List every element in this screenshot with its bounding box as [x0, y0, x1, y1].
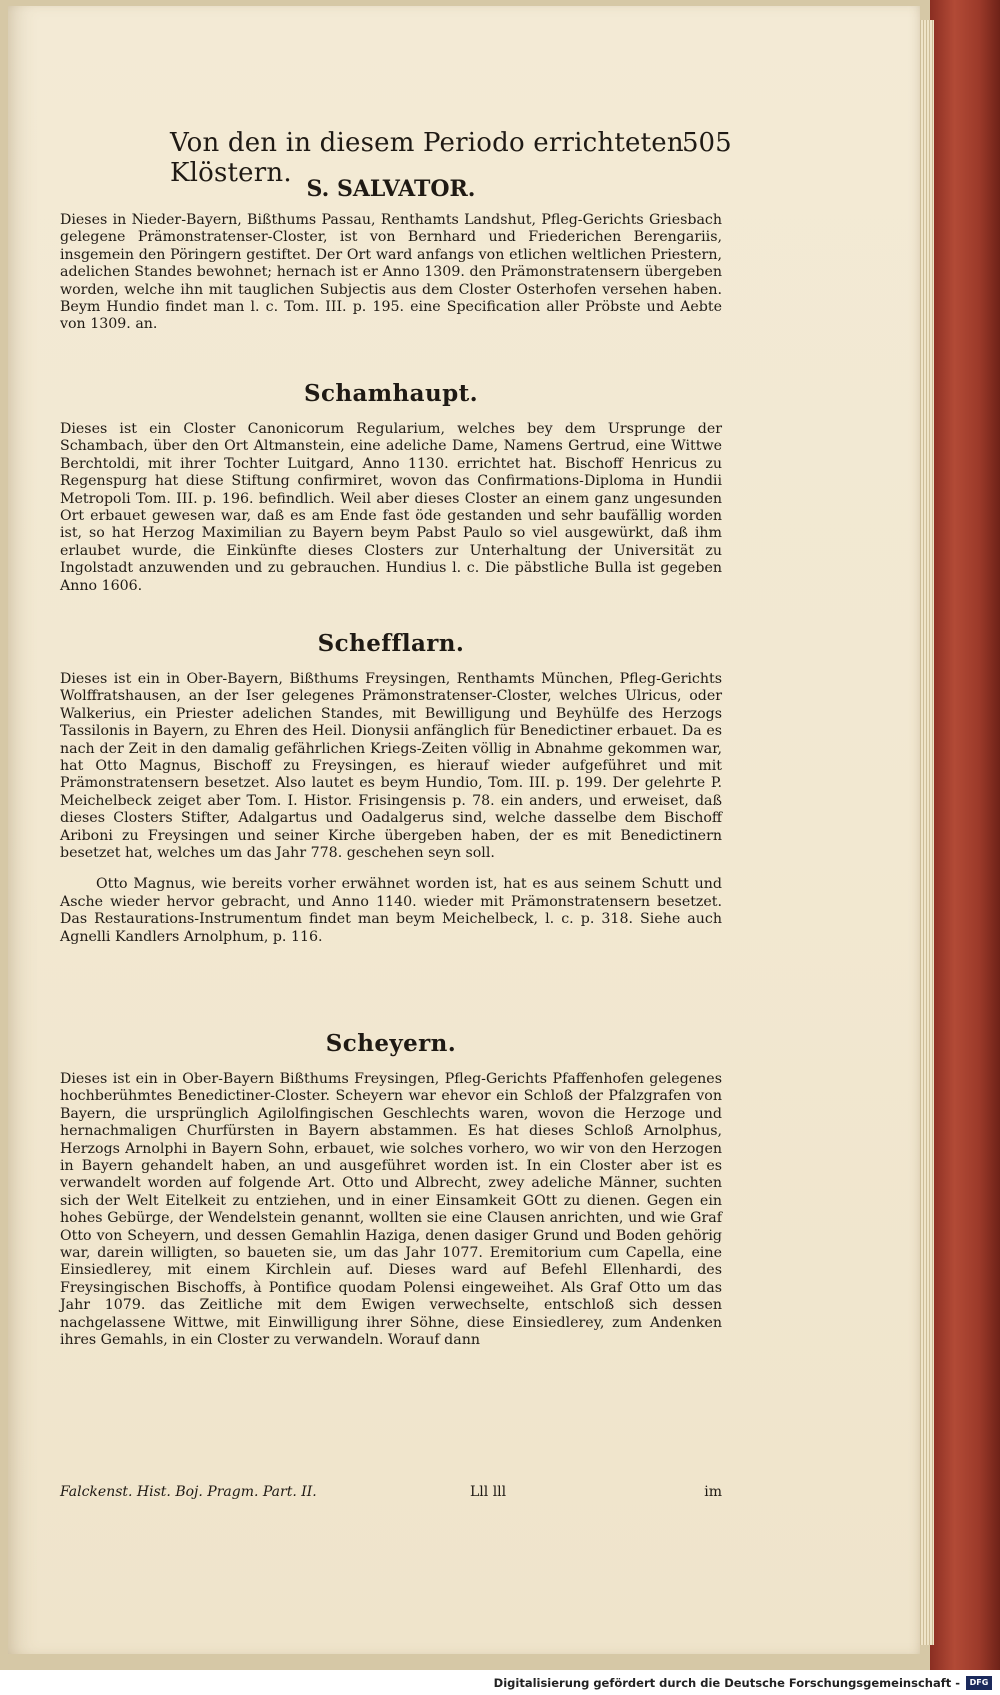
dfg-logo: DFG [966, 1676, 992, 1690]
section-schefflarn [60, 630, 722, 946]
signature-mark: Lll lll [470, 1484, 507, 1500]
catchword: im [704, 1484, 722, 1500]
section-text: Dieses ist ein in Ober-Bayern Bißthums Freysingen, Pfleg-Gerichts Pfaffenhofen gelegenes hochberühmtes Benedictiner-Closter. Scheyern war ehevor ein Schloß der Pfalzgrafen von Bayern, die ursprünglich Agilolfingischen Geschlechts waren, wovon die Herzoge und hernachmaligen Churfürsten in Bayern abstammen. Es hat dieses Schloß Arnolphus, Herzogs Arnolphi in Bayern Sohn, erbauet, wie solches vorhero, wo wir von den Herzogen in Bayern gehandelt haben, an und ausgeführet worden ist. In ein Closter aber ist es verwandelt worden auf folgende Art. Otto und Albrecht, zwey adeliche Männer, suchten sich der Welt Eitelkeit zu entziehen, und in einer Einsamkeit GOtt zu dienen. Gegen ein hohes Gebürge, der Wendelstein genannt, wollten sie eine Clausen anrichten, und wie Graf Otto von Scheyern, und dessen Gemahlin Haziga, denen dasiger Grund und Boden gehörig war, darein willigten, so baueten sie, um das Jahr 1077. Eremitorium cum Capella, eine Einsiedlerey, mit einem Kirchlein auf. Dieses ward auf Befehl Ellenhardi, des Freysingischen Bischoffs, à Pontifice quodam Polensi eingeweihet. Als Graf Otto um das Jahr 1079. das Zeitliche mit dem Ewigen verwechselte, entschloß sich dessen nachgelassene Wittwe, mit Einwilligung ihrer Söhne, diese Einsiedlerey, zum Andenken ihres Gemahls, in ein Closter zu verwandeln. Worauf dann [60, 1071, 722, 1349]
section-title: Schamhaupt. [303, 380, 479, 407]
page-footer [60, 1484, 722, 1504]
book-cover-edge [930, 0, 1000, 1670]
section-text: Dieses in Nieder-Bayern, Bißthums Passau, Renthamts Landshut, Pfleg-Gerichts Griesbach gelegene Prämonstratenser-Closter, ist von Bernhard und Friederichen Berengariis, insgemein den Pöringern gestiftet. Der Ort ward anfangs von etlichen weltlichen Priestern, adelichen Standes bewohnet; hernach ist er Anno 1309. den Prämonstratensern übergeben worden, welche ihn mit tauglichen Subjectis aus dem Closter Osterhofen versehen haben. Beym Hundio findet man l. c. Tom. III. p. 195. eine Specification aller Pröbste und Aebte von 1309. an. [60, 212, 722, 333]
section-text-continued: Otto Magnus, wie bereits vorher erwähnet worden ist, hat es aus seinem Schutt und Asche wieder hervor gebracht, und Anno 1140. wieder mit Prämonstratensern besetzet. Das Restaurations-Instrumentum findet man beym Meichelbeck, l. c. p. 318. Siehe auch Agnelli Kandlers Arnolphum, p. 116. [60, 876, 722, 945]
section-title: S. SALVATOR. [306, 176, 476, 202]
section-title: Scheyern. [325, 1030, 457, 1057]
running-head-title: Von den in diesem Periodo errichteten Klöstern. [170, 128, 684, 188]
section-text: Dieses ist ein Closter Canonicorum Regularium, welches bey dem Ursprunge der Schambach, über den Ort Altmanstein, eine adeliche Dame, Namens Gertrud, eine Wittwe Berchtoldi, mit ihrer Tochter Luitgard, Anno 1130. errichtet hat. Bischoff Henricus zu Regenspurg hat diese Stiftung confirmiret, wovon das Confirmations-Diploma in Hundii Metropoli Tom. III. p. 196. befindlich. Weil aber dieses Closter an einem ganz ungesunden Ort erbauet gewesen war, daß es am Ende fast öde gestanden und sehr baufällig worden ist, so hat Herzog Maximilian zu Bayern beym Pabst Paulo so viel ausgewürkt, daß ihm erlaubet wurde, die Einkünfte dieses Closters zur Unterhaltung der Universität zu Ingolstadt anzuwenden und zu gebrauchen. Hundius l. c. Die päbstliche Bulla ist gegeben Anno 1606. [60, 421, 722, 594]
page-number: 505 [682, 128, 732, 158]
section-schamhaupt [60, 380, 722, 595]
section-title: Schefflarn. [317, 630, 465, 657]
section-scheyern [60, 1030, 722, 1350]
credit-bar [0, 1670, 1000, 1695]
page-edges [918, 20, 934, 1645]
credit-text: Digitalisierung gefördert durch die Deutsche Forschungsgemeinschaft - [493, 1675, 960, 1690]
section-text: Dieses ist ein in Ober-Bayern, Bißthums Freysingen, Renthamts München, Pfleg-Gerichts Wolffratshausen, an der Iser gelegenes Prämonstratenser-Closter, welches Ulricus, oder Walkerius, ein Priester adelichen Standes, mit Bewilligung und Beyhülfe des Herzogs Tassilonis in Bayern, zu Ehren des Heil. Dionysii anfänglich für Benedictiner erbauet. Da es nach der Zeit in den damalig gefährlichen Kriegs-Zeiten völlig in Abnahme gekommen war, hat Otto Magnus, Bischoff zu Freysingen, es hierauf wieder aufgeführet und mit Prämonstratensern besetzet. Also lautet es beym Hundio, Tom. III. p. 199. Der gelehrte P. Meichelbeck zeiget aber Tom. I. Histor. Frisingensis p. 78. ein anders, und erweiset, daß dieses Closters Stifter, Adalgartus und Oadalgerus sind, welche dasselbe dem Bischoff Ariboni zu Freysingen und seiner Kirche übergeben haben, der es mit Benedictinern besetzet hat, welches um das Jahr 778. geschehen seyn soll. [60, 671, 722, 862]
footer-source: Falckenst. Hist. Boj. Pragm. Part. II. [60, 1484, 317, 1500]
section-salvator [60, 176, 722, 334]
